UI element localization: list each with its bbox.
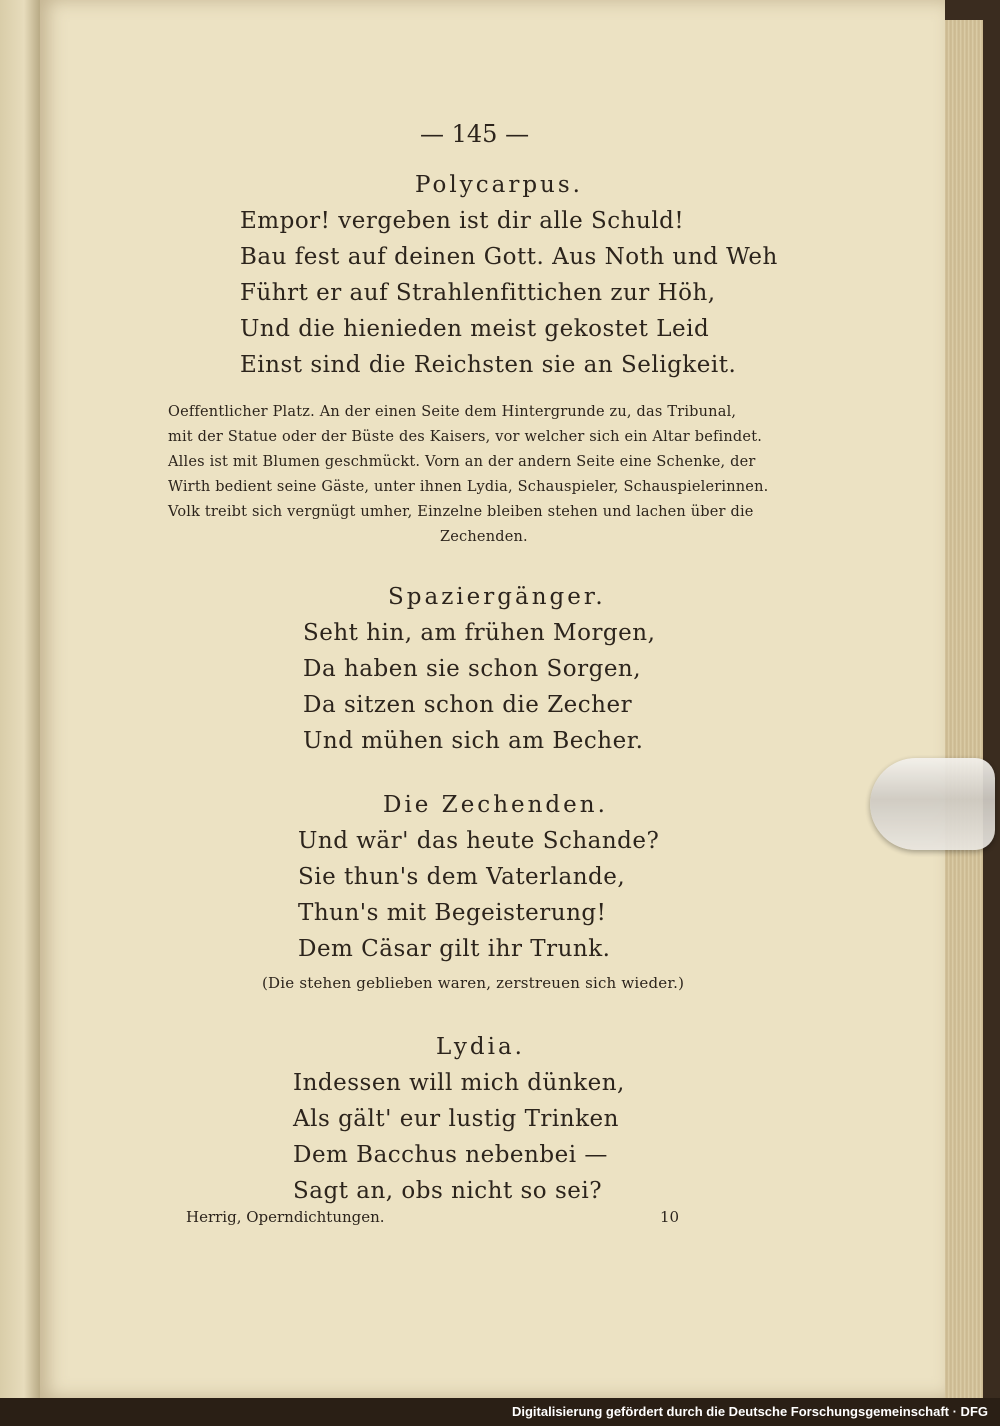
verse-line: Da haben sie schon Sorgen,	[303, 656, 642, 682]
digitization-credit: Digitalisierung gefördert durch die Deutsche Forschungsgemeinschaft · DFG	[511, 1404, 988, 1419]
verse-line: Bau fest auf deinen Gott. Aus Noth und Weh	[240, 244, 778, 270]
verse-line: Und die hienieden meist gekostet Leid	[240, 316, 710, 342]
sheet-number: 10	[660, 1208, 680, 1226]
speaker-lydia: Lydia.	[436, 1034, 525, 1060]
verse-line: Sagt an, obs nicht so sei?	[293, 1178, 603, 1204]
verse-line: Einst sind die Reichsten sie an Seligkeit.	[240, 352, 737, 378]
verse-line: Thun's mit Begeisterung!	[298, 900, 607, 926]
verse-line: Als gält' eur lustig Trinken	[293, 1106, 619, 1132]
page-clip	[870, 758, 995, 850]
stage-direction-line: Zechenden.	[440, 529, 528, 545]
verse-line: Dem Bacchus nebenbei —	[293, 1142, 608, 1168]
stage-direction-line: Alles ist mit Blumen geschmückt. Vorn an der andern Seite eine Schenke, der	[168, 454, 756, 470]
speaker-zechenden: Die Zechenden.	[383, 792, 608, 818]
speaker-polycarpus: Polycarpus.	[415, 172, 583, 198]
left-page-edge	[0, 0, 40, 1426]
stage-direction-line: Wirth bedient seine Gäste, unter ihnen Lydia, Schauspieler, Schauspielerinnen.	[168, 479, 769, 495]
stage-direction-line: Oeffentlicher Platz. An der einen Seite dem Hintergrunde zu, das Tribunal,	[168, 404, 737, 420]
verse-line: Da sitzen schon die Zecher	[303, 692, 633, 718]
signature-mark: Herrig, Operndichtungen.	[186, 1208, 385, 1226]
verse-line: Und wär' das heute Schande?	[298, 828, 660, 854]
stage-direction-line: mit der Statue oder der Büste des Kaisers, vor welcher sich ein Altar befindet.	[168, 429, 763, 445]
verse-line: Seht hin, am frühen Morgen,	[303, 620, 656, 646]
stage-direction: (Die stehen geblieben waren, zerstreuen sich wieder.)	[262, 974, 685, 992]
verse-line: Und mühen sich am Becher.	[303, 728, 644, 754]
verse-line: Sie thun's dem Vaterlande,	[298, 864, 626, 890]
speaker-spaziergaenger: Spaziergänger.	[388, 584, 606, 610]
verse-line: Indessen will mich dünken,	[293, 1070, 625, 1096]
page-number: — 145 —	[420, 120, 530, 148]
verse-line: Empor! vergeben ist dir alle Schuld!	[240, 208, 685, 234]
page-stack-edge	[945, 20, 983, 1398]
stage-direction-line: Volk treibt sich vergnügt umher, Einzelne bleiben stehen und lachen über die	[168, 504, 754, 520]
verse-line: Dem Cäsar gilt ihr Trunk.	[298, 936, 611, 962]
verse-line: Führt er auf Strahlenfittichen zur Höh,	[240, 280, 716, 306]
